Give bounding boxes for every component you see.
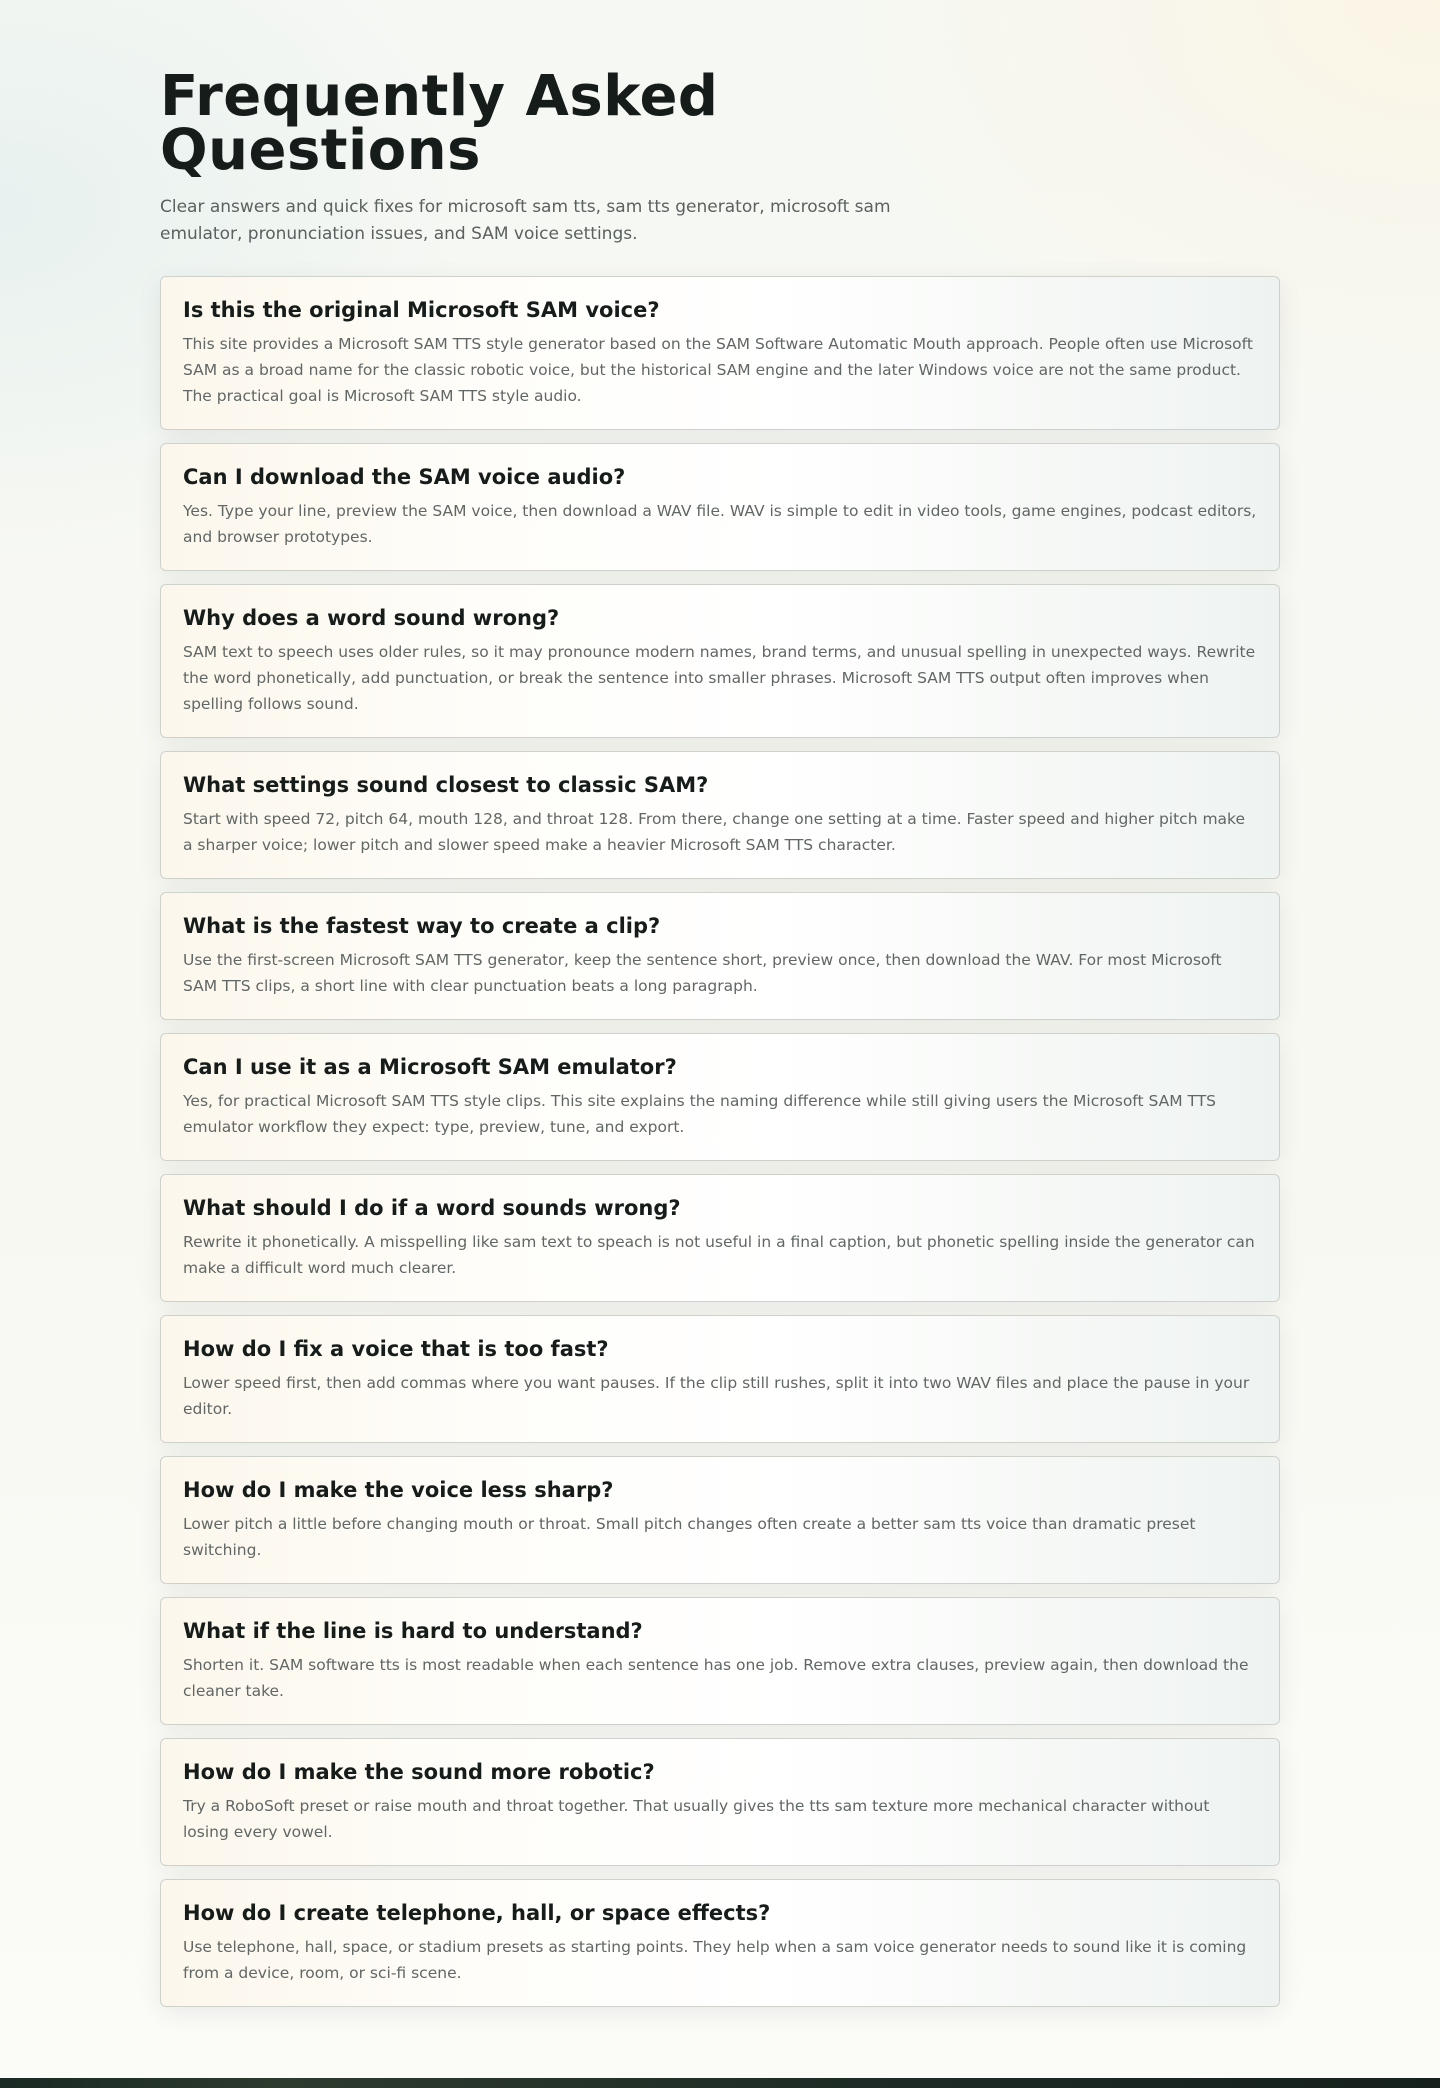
faq-answer: Yes, for practical Microsoft SAM TTS style clips. This site explains the naming difference while still giving users the Microsoft SAM TTS emulator workflow they expect: type, preview, tune, and export. bbox=[183, 1092, 1217, 1136]
footer-edge bbox=[0, 2078, 1440, 2088]
faq-question: What is the fastest way to create a clip? bbox=[183, 914, 661, 938]
page-title: Frequently Asked Questions bbox=[160, 64, 719, 183]
faq-list bbox=[160, 276, 1280, 2007]
faq-item[interactable] bbox=[160, 1597, 1280, 1725]
faq-answer: Try a RoboSoft preset or raise mouth and throat together. That usually gives the tts sam texture more mechanical character without losing every vowel. bbox=[183, 1797, 1210, 1841]
faq-item[interactable] bbox=[160, 443, 1280, 571]
faq-question: How do I fix a voice that is too fast? bbox=[183, 1337, 609, 1361]
faq-item[interactable] bbox=[160, 1456, 1280, 1584]
faq-question: How do I make the sound more robotic? bbox=[183, 1760, 655, 1784]
faq-item[interactable] bbox=[160, 892, 1280, 1020]
faq-item[interactable] bbox=[160, 1174, 1280, 1302]
faq-answer: Rewrite it phonetically. A misspelling like sam text to speach is not useful in a final caption, but phonetic spelling inside the generator can make a difficult word much clearer. bbox=[183, 1233, 1255, 1277]
faq-item[interactable] bbox=[160, 1738, 1280, 1866]
faq-question: What if the line is hard to understand? bbox=[183, 1619, 643, 1643]
faq-answer: Lower speed first, then add commas where you want pauses. If the clip still rushes, split it into two WAV files and place the pause in your editor. bbox=[183, 1374, 1250, 1418]
faq-answer: Shorten it. SAM software tts is most readable when each sentence has one job. Remove extra clauses, preview again, then download the cleaner take. bbox=[183, 1656, 1249, 1700]
faq-item[interactable] bbox=[160, 751, 1280, 879]
faq-item[interactable] bbox=[160, 276, 1280, 430]
faq-answer: Start with speed 72, pitch 64, mouth 128, and throat 128. From there, change one setting at a time. Faster speed and higher pitch make a sharper voice; lower pitch and slower speed make a heavier Microsoft SAM TTS character. bbox=[183, 810, 1246, 854]
faq-question: Is this the original Microsoft SAM voice? bbox=[183, 298, 660, 322]
faq-item[interactable] bbox=[160, 1315, 1280, 1443]
faq-section bbox=[160, 0, 1280, 2020]
faq-question: How do I make the voice less sharp? bbox=[183, 1478, 614, 1502]
faq-answer: Yes. Type your line, preview the SAM voice, then download a WAV file. WAV is simple to edit in video tools, game engines, podcast editors, and browser prototypes. bbox=[183, 502, 1257, 546]
faq-question: What should I do if a word sounds wrong? bbox=[183, 1196, 681, 1220]
faq-item[interactable] bbox=[160, 1879, 1280, 2007]
faq-answer: This site provides a Microsoft SAM TTS style generator based on the SAM Software Automatic Mouth approach. People often use Microsoft SAM as a broad name for the classic robotic voice, but the historical SAM engine and the later Windows voice are not the same product. The practical goal is Microsoft SAM TTS style audio. bbox=[183, 335, 1253, 405]
faq-question: How do I create telephone, hall, or space effects? bbox=[183, 1901, 771, 1925]
faq-answer: SAM text to speech uses older rules, so it may pronounce modern names, brand terms, and unusual spelling in unexpected ways. Rewrite the word phonetically, add punctuation, or break the sentence into smaller phrases. Microsoft SAM TTS output often improves when spelling follows sound. bbox=[183, 643, 1256, 713]
faq-answer: Use the first-screen Microsoft SAM TTS generator, keep the sentence short, preview once, then download the WAV. For most Microsoft SAM TTS clips, a short line with clear punctuation beats a long paragraph. bbox=[183, 951, 1222, 995]
faq-question: What settings sound closest to classic SAM? bbox=[183, 773, 709, 797]
faq-item[interactable] bbox=[160, 584, 1280, 738]
faq-question: Can I use it as a Microsoft SAM emulator? bbox=[183, 1055, 677, 1079]
faq-answer: Lower pitch a little before changing mouth or throat. Small pitch changes often create a better sam tts voice than dramatic preset switching. bbox=[183, 1515, 1196, 1559]
page-subtitle: Clear answers and quick fixes for microsoft sam tts, sam tts generator, microsoft sam emulator, pronunciation issues, and SAM voice settings. bbox=[160, 197, 891, 244]
faq-question: Why does a word sound wrong? bbox=[183, 606, 560, 630]
faq-item[interactable] bbox=[160, 1033, 1280, 1161]
faq-answer: Use telephone, hall, space, or stadium presets as starting points. They help when a sam voice generator needs to sound like it is coming from a device, room, or sci-fi scene. bbox=[183, 1938, 1247, 1982]
faq-question: Can I download the SAM voice audio? bbox=[183, 465, 626, 489]
